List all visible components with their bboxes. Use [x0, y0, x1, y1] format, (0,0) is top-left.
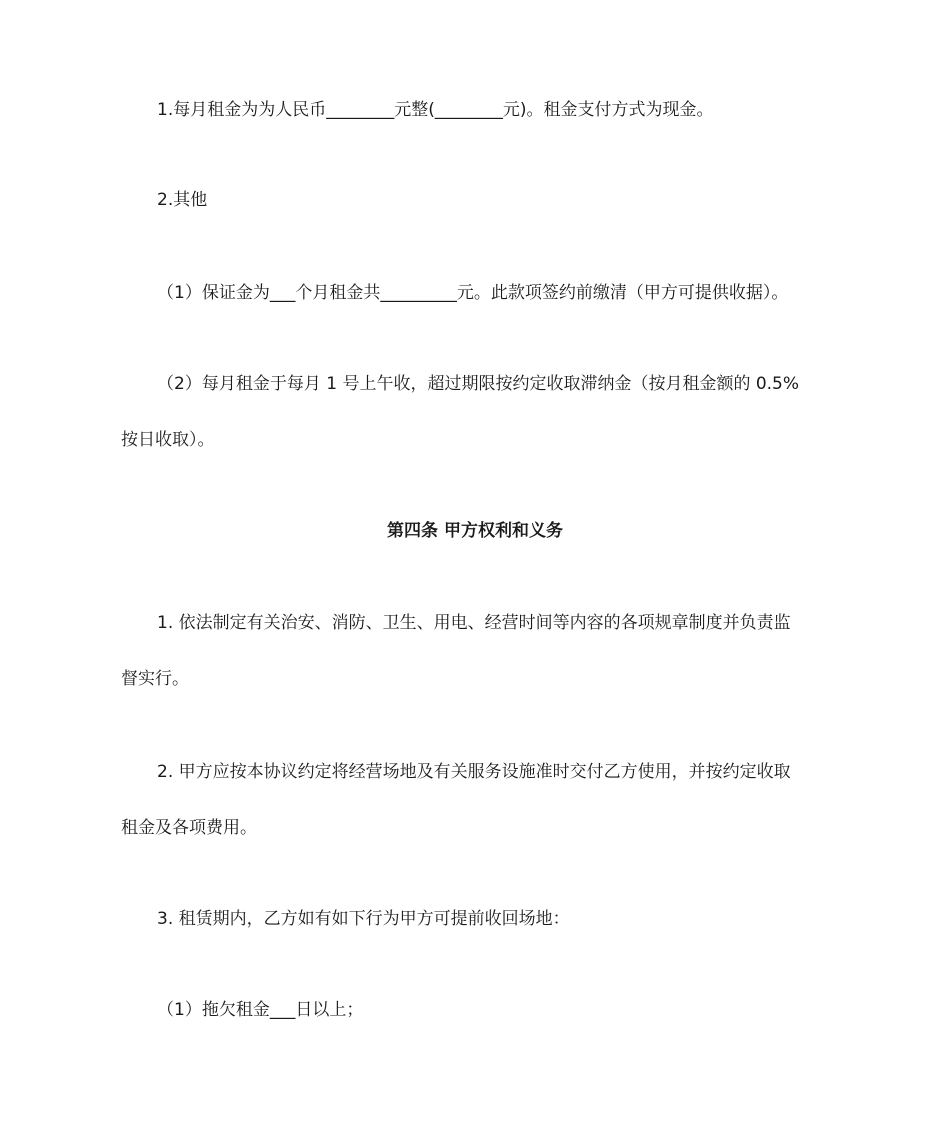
deposit-clause: （1）保证金为___个月租金共_________元。此款项签约前缴清（甲方可提供收据）。 — [157, 283, 789, 303]
a4-item3-sub1: （1）拖欠租金___日以上； — [157, 1000, 364, 1020]
a4-item3: 3. 租赁期内，乙方如有如下行为甲方可提前收回场地： — [157, 909, 570, 929]
late-fee-clause-line2: 按日收取）。 — [121, 430, 215, 450]
a4-item1-line1: 1. 依法制定有关治安、消防、卫生、用电、经营时间等内容的各项规章制度并负责监 — [157, 613, 791, 633]
article4-title: 第四条 甲方权利和义务 — [387, 521, 563, 541]
rent-clause: 1.每月租金为为人民币________元整(________元)。租金支付方式为现金。 — [157, 100, 714, 120]
a4-item2-line2: 租金及各项费用。 — [121, 818, 257, 838]
late-fee-clause-line1: （2）每月租金于每月 1 号上午收，超过期限按约定收取滞纳金（按月租金额的 0.5% — [157, 374, 800, 394]
a4-item2-line1: 2. 甲方应按本协议约定将经营场地及有关服务设施准时交付乙方使用，并按约定收取 — [157, 762, 791, 782]
other-heading: 2.其他 — [157, 190, 208, 210]
a4-item1-line2: 督实行。 — [121, 669, 189, 689]
